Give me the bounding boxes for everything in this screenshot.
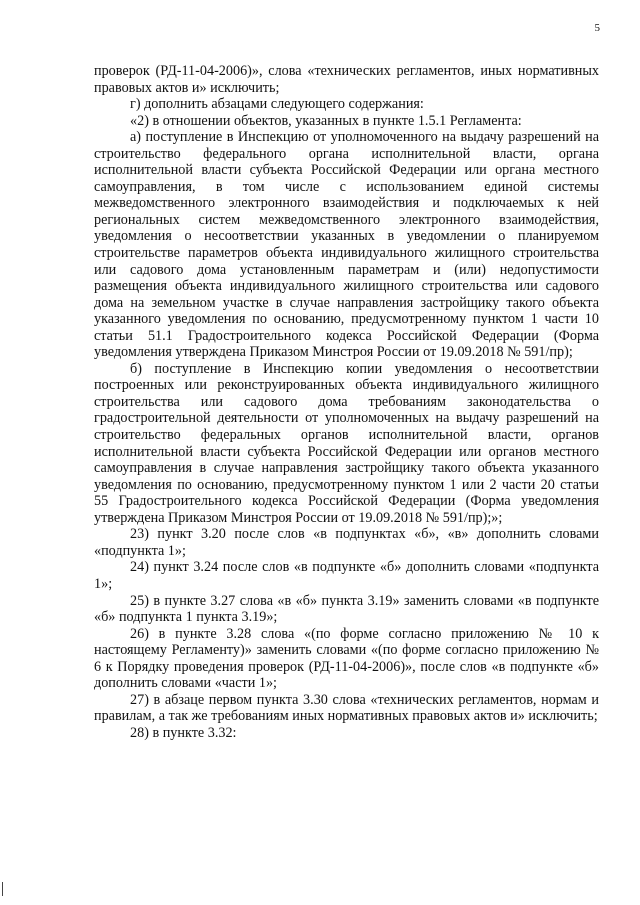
paragraph-subitem-g: г) дополнить абзацами следующего содержания: bbox=[130, 96, 424, 113]
paragraph-item-23: 23) пункт 3.20 после слов «в подпунктах «б», «в» дополнить словами «подпункта 1»; bbox=[94, 526, 599, 559]
paragraph-continuation: проверок (РД-11-04-2006)», слова «технических регламентов, иных нормативных правовых актов и» исключить; bbox=[94, 63, 599, 96]
paragraph-subitem-a: а) поступление в Инспекцию от уполномоченного на выдачу разрешений на строительство федерального органа исполнительной власти, органа исполнительной власти субъекта Российской Федерации или органа местного самоуправления, в том числе с использованием единой системы межведомственного электронного взаимодействия и подключаемых к ней региональных систем межведомственного электронного взаимодействия, уведомления о несоответствии указанных в уведомлении о планируемом строительстве параметров объекта индивидуального жилищного строительства или садового дома установленным параметрам и (или) недопустимости размещения объекта индивидуального жилищного строительства или садового дома на земельном участке в случае направления застройщику такого объекта указанного уведомления по основанию, предусмотренному пунктом 1 части 10 статьи 51.1 Градостроительного кодекса Российской Федерации (Форма уведомления утверждена Приказом Минстроя России от 19.09.2018 № 591/пр); bbox=[94, 129, 599, 361]
paragraph-item-25: 25) в пункте 3.27 слова «в «б» пункта 3.19» заменить словами «в подпункте «б» подпункта 1 пункта 3.19»; bbox=[94, 592, 599, 626]
paragraph-item-26: 26) в пункте 3.28 слова «(по форме согласно приложению № 10 к настоящему Регламенту)» заменить словами «(по форме согласно приложению № 6 к Порядку проведения проверок (РД-11-04-2006)», после слов «в подпункте «б» дополнить словами «части 1»; bbox=[94, 625, 599, 692]
page-number: 5 bbox=[594, 22, 600, 34]
paragraph-subitem-b: б) поступление в Инспекцию копии уведомления о несоответствии построенных или реконструированных объекта индивидуального жилищного строительства или садового дома требованиям законодательства о градостроительной деятельности от уполномоченных на выдачу разрешений на строительство федеральных органов исполнительной власти, органов исполнительной власти субъекта Российской Федерации или органов местного самоуправления в случае направления застройщику такого объекта указанного уведомления по основанию, предусмотренному пунктом 1 или 2 части 20 статьи 55 Градостроительного кодекса Российской Федерации (Форма уведомления утверждена Приказом Минстроя России от 19.09.2018 № 591/пр);»; bbox=[94, 360, 599, 526]
paragraph-item-27: 27) в абзаце первом пункта 3.30 слова «технических регламентов, нормам и правилам, а так же требованиям иных нормативных правовых актов и» исключить; bbox=[94, 691, 599, 725]
paragraph-item-2: «2) в отношении объектов, указанных в пункте 1.5.1 Регламента: bbox=[130, 112, 522, 129]
paragraph-item-28: 28) в пункте 3.32: bbox=[130, 724, 237, 741]
scan-margin-mark bbox=[2, 882, 3, 896]
document-body bbox=[94, 63, 599, 741]
paragraph-item-24: 24) пункт 3.24 после слов «в подпункте «б» дополнить словами «подпункта 1»; bbox=[94, 559, 599, 592]
